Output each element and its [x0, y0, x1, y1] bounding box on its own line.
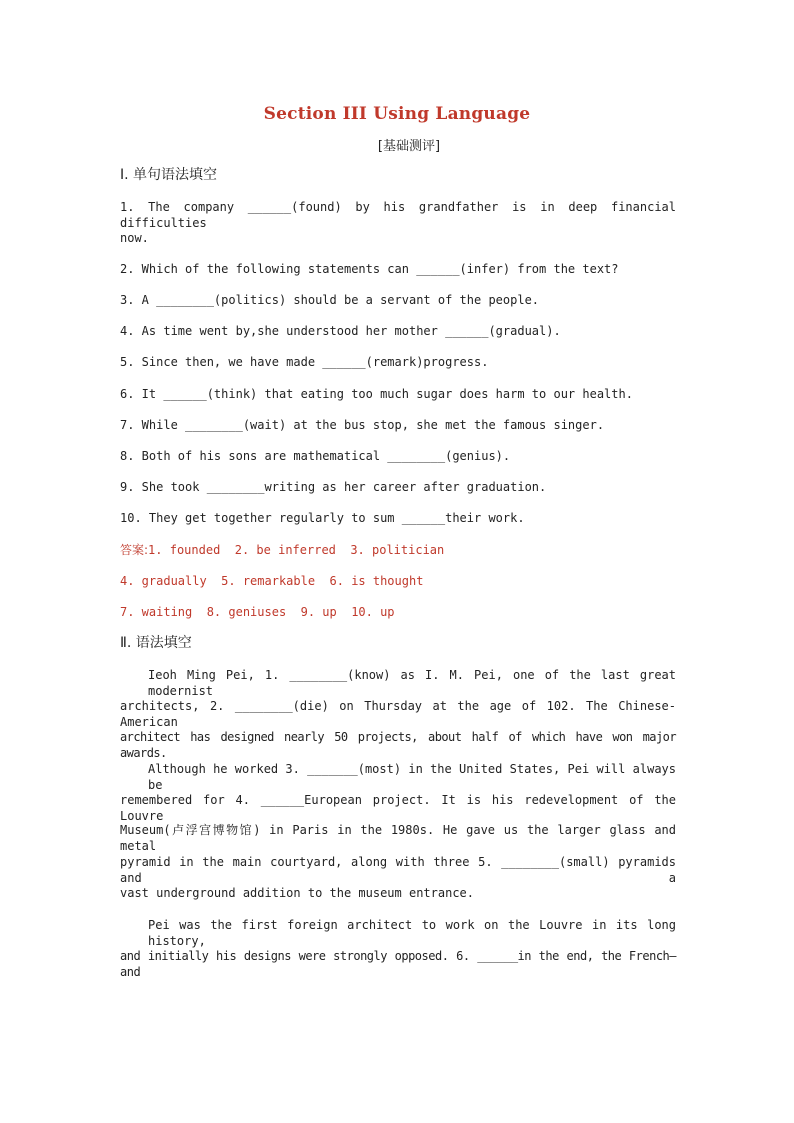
passage-p3-line-1: Pei was the first foreign architect to work on the Louvre in its long history, [148, 918, 676, 948]
passage-p2-line-1: Although he worked 3. _______(most) in the United States, Pei will always be [148, 762, 676, 792]
section-1-heading: Ⅰ. 单句语法填空 [120, 167, 218, 183]
question-4: 4. As time went by,she understood her mother ______(gradual). [120, 324, 561, 338]
passage-p1-line-1: Ieoh Ming Pei, 1. ________(know) as I. M. Pei, one of the last great modernist [148, 668, 676, 698]
section-2-heading: Ⅱ. 语法填空 [120, 635, 192, 651]
answers-line-2: 4. gradually 5. remarkable 6. is thought [120, 574, 424, 588]
question-1-line-1: 1. The company ______(found) by his grandfather is in deep financial difficulties [120, 200, 676, 230]
page-subtitle: [基础测评] [377, 139, 441, 154]
question-6: 6. It ______(think) that eating too much sugar does harm to our health. [120, 387, 633, 401]
passage-p1-line-2: architects, 2. ________(die) on Thursday at the age of 102. The Chinese-American [120, 699, 676, 729]
passage-p2-line-4: pyramid in the main courtyard, along with three 5. ________(small) pyramids and a [120, 855, 676, 885]
question-7: 7. While ________(wait) at the bus stop, she met the famous singer. [120, 418, 605, 432]
answers-text-1: 1. founded 2. be inferred 3. politician [148, 543, 445, 557]
passage-p1-line-3: architect has designed nearly 50 projects, about half of which have won major awards. [120, 730, 676, 760]
answers-line-3: 7. waiting 8. geniuses 9. up 10. up [120, 605, 395, 619]
question-5: 5. Since then, we have made ______(remark)progress. [120, 355, 489, 369]
page-title: Section III Using Language [263, 104, 531, 124]
passage-p2-line-5: vast underground addition to the museum entrance. [120, 886, 475, 900]
question-8: 8. Both of his sons are mathematical ________(genius). [120, 449, 511, 463]
passage-p3-line-2: and initially his designs were strongly opposed. 6. ______in the end, the French—and [120, 949, 676, 979]
question-3: 3. A ________(politics) should be a servant of the people. [120, 293, 540, 307]
question-2: 2. Which of the following statements can ______(infer) from the text? [120, 262, 619, 276]
question-10: 10. They get together regularly to sum ______their work. [120, 511, 525, 525]
passage-p2-line-2: remembered for 4. ______European project. It is his redevelopment of the Louvre [120, 793, 676, 823]
question-9: 9. She took ________writing as her career after graduation. [120, 480, 547, 494]
passage-p2-line-3: Museum(卢浮宫博物馆) in Paris in the 1980s. He gave us the larger glass and metal [120, 823, 676, 853]
question-1-line-2: now. [120, 231, 149, 245]
answer-label: 答案: [120, 543, 149, 557]
answers-line-1 [120, 542, 676, 558]
